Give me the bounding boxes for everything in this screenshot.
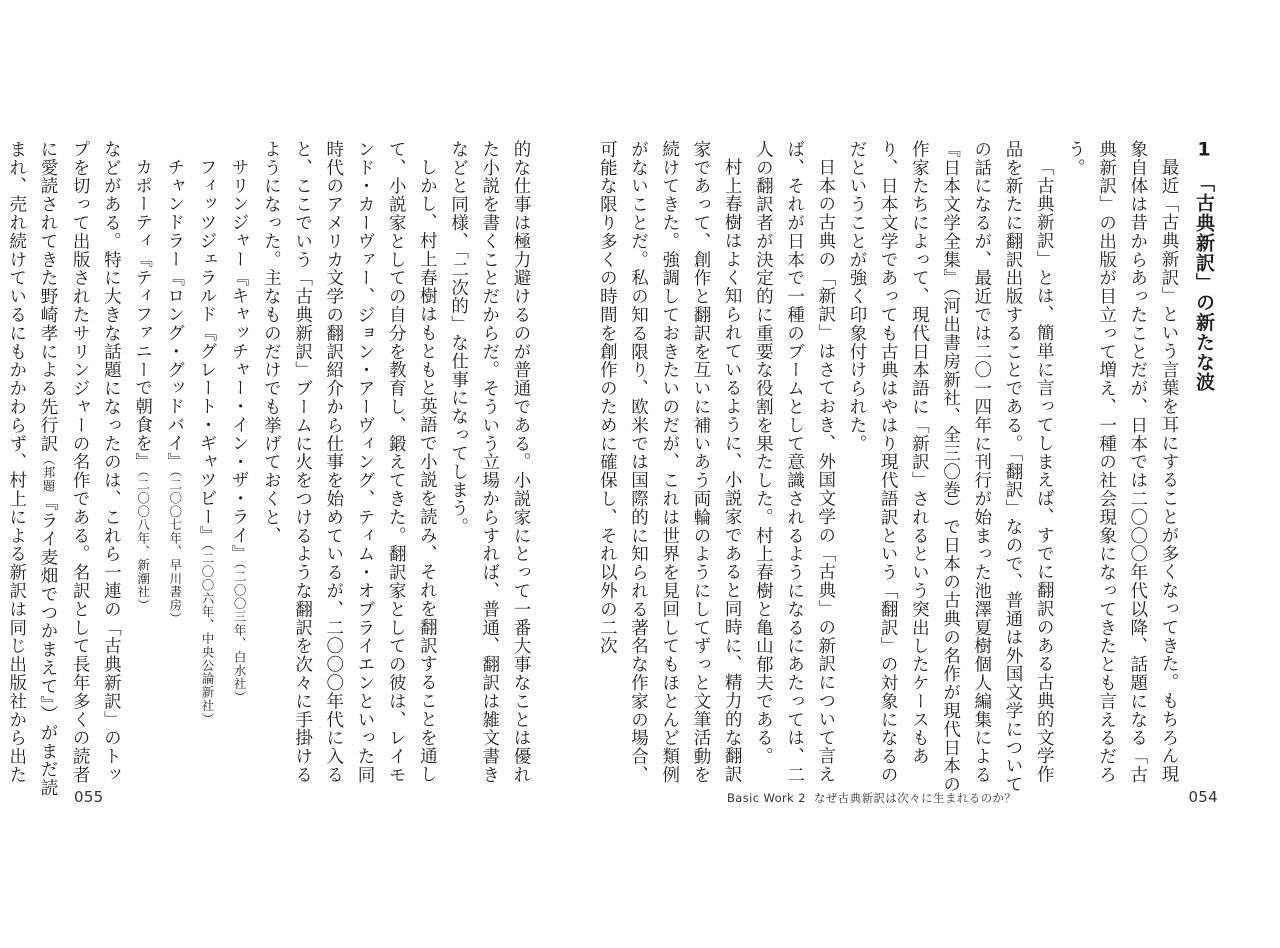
running-header-sub: なぜ古典新訳は次々に生まれるのか？ xyxy=(814,791,1017,805)
section-number: 1 xyxy=(1197,140,1211,159)
work-author: カポーティ xyxy=(132,157,153,250)
paragraph: 的な仕事は極力避けるのが普通である。小説家にとって一番大事なことは優れた小説を書くことだからだ。そういう立場からすれば、普通、翻訳は雑文書きなどと同様、「二次的」な仕事になってしまう。 xyxy=(448,140,531,784)
running-header-main: Basic Work 2 xyxy=(727,791,806,805)
page-number-054: 054 xyxy=(1188,788,1218,806)
left-page-body xyxy=(6,140,536,800)
work-author: サリンジャー xyxy=(229,157,250,268)
translation-note: （邦題 xyxy=(40,452,56,494)
work-note: （二〇〇三年、白水社） xyxy=(232,562,248,704)
paragraph: 最近「古典新訳」という言葉を耳にすることが多くなってきた。もちろん現象自体は昔からあったことだが、日本では二〇〇〇年代以降、話題になる「古典新訳」の出版が目立って増え、一種の社会現象になってきたとも言えるだろう。 xyxy=(1065,140,1179,784)
work-author: フィッツジェラルド xyxy=(196,157,217,324)
paragraph-text: 『ライ麦畑でつかまえて』）がまだ読まれ、売れ続けているにもかかわらず、村上による新訳は同じ出版社から出た xyxy=(6,140,58,798)
work-title: 『ティファニーで朝食を』 xyxy=(132,249,153,471)
work-citation xyxy=(223,140,255,800)
work-note: （二〇〇八年、新潮社） xyxy=(135,470,151,612)
paragraph xyxy=(0,140,126,800)
work-note: （二〇〇六年、中央公論新社） xyxy=(199,543,215,726)
section-heading xyxy=(1188,140,1220,800)
work-citation xyxy=(159,140,191,800)
work-note: （二〇〇七年、早川書房） xyxy=(167,470,183,625)
work-citation xyxy=(191,140,223,800)
paragraph-text: などがある。特に大きな話題になったのは、これら一連の「古典新訳」のトップを切って出版されたサリンジャーの名作である。名訳として長年多くの読者に愛読されてきた野崎孝による先行訳 xyxy=(37,140,122,784)
work-title: 『ロング・グッドバイ』 xyxy=(164,267,185,471)
right-page-body xyxy=(597,140,1220,800)
work-citation xyxy=(126,140,158,800)
paragraph: しかし、村上春樹はもともと英語で小説を読み、それを翻訳することを通して、小説家としての自分を教育し、鍛えてきた。翻訳家としての彼は、レイモンド・カーヴァー、ジョン・アーヴィング、ティム・オブライエンといった同時代のアメリカ文学の翻訳紹介から仕事を始めているが、二〇〇〇年代に入ると、ここでいう「古典新訳」ブームに火をつけるような翻訳を次々に手掛けるようになった。主なものだけでも挙げておくと、 xyxy=(261,140,438,784)
work-title: 『キャッチャー・イン・ザ・ライ』 xyxy=(229,267,250,563)
section-title: 「古典新訳」の新たな波 xyxy=(1193,173,1215,392)
paragraph: 「古典新訳」とは、簡単に言ってしまえば、すでに翻訳のある古典的文学作品を新たに翻訳出版することである。「翻訳」なので、普通は外国文学についての話になるが、最近では二〇一四年に刊行が始まった池澤夏樹個人編集による『日本文学全集』（河出書房新社、全三〇巻）で日本の古典の名作が現代日本の作家たちによって、現代日本語に「新訳」されるという突出したケースもあり、日本文学であっても古典はやはり現代語訳という「翻訳」の対象になるのだということが強く印象付けられた。 xyxy=(846,140,1055,794)
work-author: チャンドラー xyxy=(164,157,185,268)
paragraph: 村上春樹はよく知られているように、小説家であると同時に、精力的な翻訳家であって、創作と翻訳を互いに補いあう両輪のようにしてずっと文筆活動を続けてきた。強調しておきたいのだが、これは世界を見回してもほとんど類例がないことだ。私の知る限り、欧米では国際的に知られる著名な作家の場合、可能な限り多くの時間を創作のために確保し、それ以外の二次 xyxy=(597,140,743,784)
work-title: 『グレート・ギャツビー』 xyxy=(196,323,217,544)
right-page xyxy=(597,0,1280,948)
running-header xyxy=(727,790,1016,806)
page-number-055: 055 xyxy=(74,788,104,806)
paragraph: 日本の古典の「新訳」はさておき、外国文学の「古典」の新訳について言えば、それが日本で一種のブームとして意識されるようになるにあたっては、二人の翻訳者が決定的に重要な役割を果たした。村上春樹と亀山郁夫である。 xyxy=(753,140,836,784)
